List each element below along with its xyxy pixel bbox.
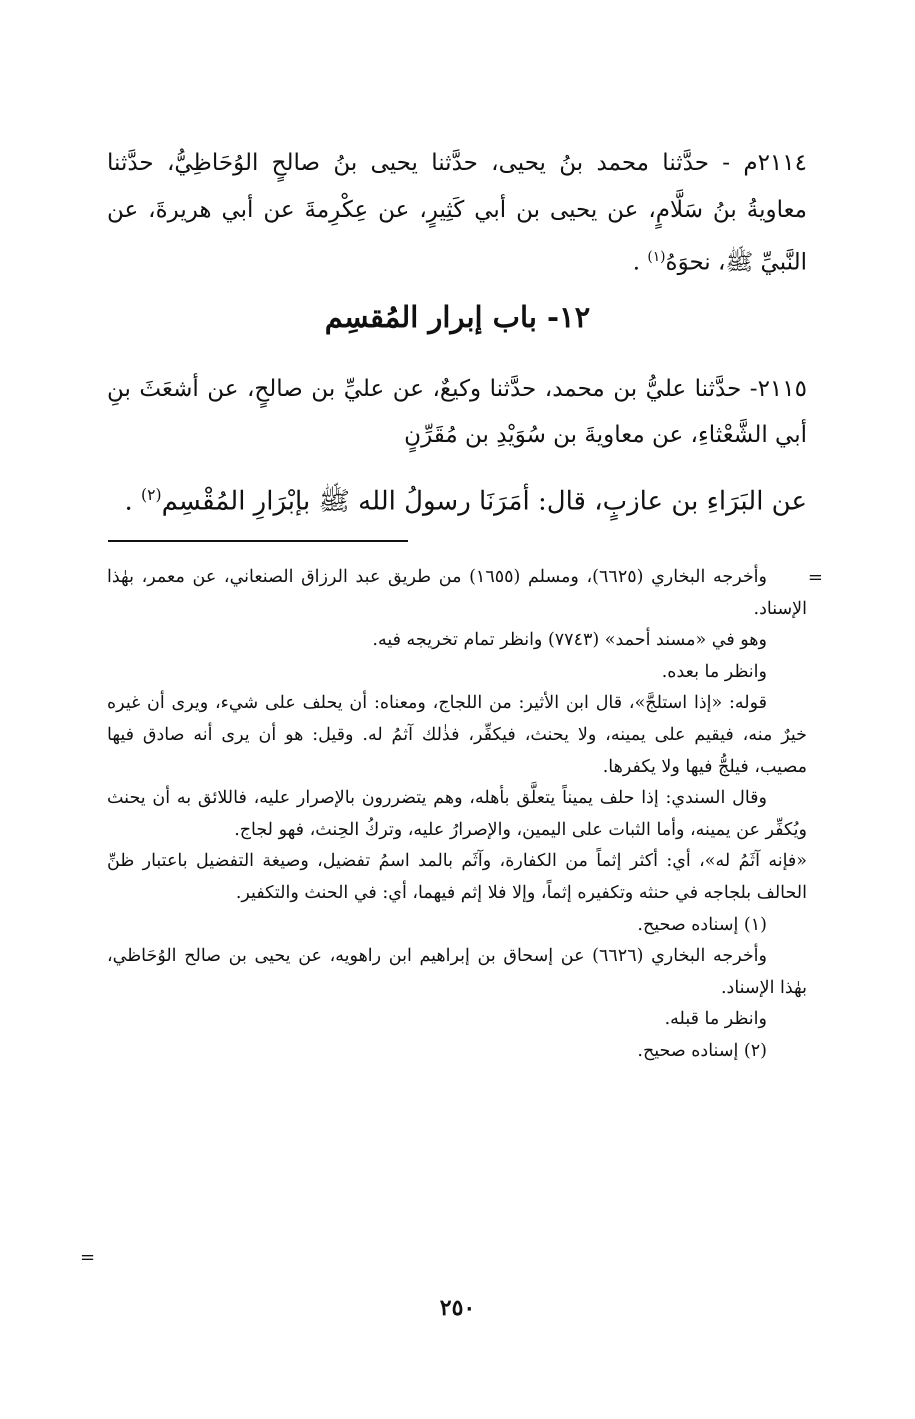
footnotes-section: [107, 562, 807, 1068]
hadith-2114-text: ٢١١٤م - حدَّثنا محمد بنُ يحيى، حدَّثنا يحيى بنُ صالحٍ الوُحَاظِيُّ، حدَّثنا معاويةُ بنُ سَلَّامٍ، عن يحيى بن أبي كَثِيرٍ، عن عِكْرِمةَ عن أبي هريرةَ، عن النَّبيِّ ﷺ، نحوَهُ: [107, 150, 807, 276]
continuation-marker-top: =: [807, 567, 823, 588]
footnote-paragraph: وأخرجه البخاري (٦٦٢٦) عن إسحاق بن إبراهيم ابن راهويه، عن يحيى بن صالح الوُحَاظي، بهٰذا الإسناد.: [107, 946, 807, 998]
footnote-paragraph: وقال السندي: إذا حلف يميناً يتعلَّق بأهله، وهم يتضررون بالإصرار عليه، فاللائق به أن يحنث ويُكفِّر عن يمينه، وأما الثبات على اليمين، والإصرارُ عليه، وتركُ الحِنث، فهو لجاج.: [107, 788, 807, 840]
footnote-2: (٢) إسناده صحيح.: [637, 1040, 767, 1061]
chapter-heading: ١٢- باب إبرار المُقسِم: [324, 300, 591, 334]
continuation-marker-bottom: =: [80, 1247, 96, 1268]
footnote-divider: [108, 540, 408, 542]
footnote-paragraph: وأخرجه البخاري (٦٦٢٥)، ومسلم (١٦٥٥) من طريق عبد الرزاق الصنعاني، عن معمر، بهٰذا الإسناد.: [107, 567, 807, 619]
hadith-2114-block: [107, 140, 807, 287]
footnote-paragraph: وانظر ما قبله.: [664, 1009, 767, 1030]
hadith-2115-text: عن البَرَاءِ بن عازبٍ، قال: أمَرَنَا رسولُ الله ﷺ بإبْرَارِ المُقْسِم: [161, 486, 807, 517]
footnote-1: (١) إسناده صحيح.: [637, 914, 767, 935]
hadith-2115-part2: [107, 472, 807, 525]
footnote-ref-1: (١): [647, 249, 666, 265]
footnote-paragraph: وانظر ما بعده.: [661, 661, 767, 682]
hadith-2115-part1: ٢١١٥- حدَّثنا عليُّ بن محمد، حدَّثنا وكيعٌ، عن عليِّ بن صالحٍ، عن أشعَثَ بنِ أبي الشَّعْثاءِ، عن معاويةَ بن سُوَيْدِ بن مُقَرِّنٍ: [107, 376, 807, 448]
page-number: ٢٥٠: [439, 1295, 476, 1321]
footnote-paragraph: «فإنه آثَمُ له»، أي: أكثر إثماً من الكفارة، وآثَم بالمد اسمُ تفضيل، وصيغة التفضيل باعتبار ظنِّ الحالف بلجاجه في حنثه وتكفيره إثماً، وإلا فلا إثم فيهما، أي: في الحنث والتكفير.: [107, 851, 807, 903]
footnote-ref-2: (٢): [141, 486, 162, 504]
footnote-paragraph: وهو في «مسند أحمد» (٧٧٤٣) وانظر تمام تخريجه فيه.: [372, 630, 767, 651]
end-mark-2: .: [124, 486, 133, 517]
end-mark-1: .: [632, 249, 641, 276]
footnote-paragraph: قوله: «إذا استلجَّ»، قال ابن الأثير: من اللجاج، ومعناه: أن يحلف على شيء، ويرى أن غيره خيرٌ منه، فيقيم على يمينه، ولا يحنث، فيكفِّر، فذٰلك آثمُ له. وقيل: هو أن يرى أنه صادق فيها مصيب، فيلجُّ فيها ولا يكفرها.: [107, 693, 807, 777]
hadith-2114: [107, 140, 807, 287]
